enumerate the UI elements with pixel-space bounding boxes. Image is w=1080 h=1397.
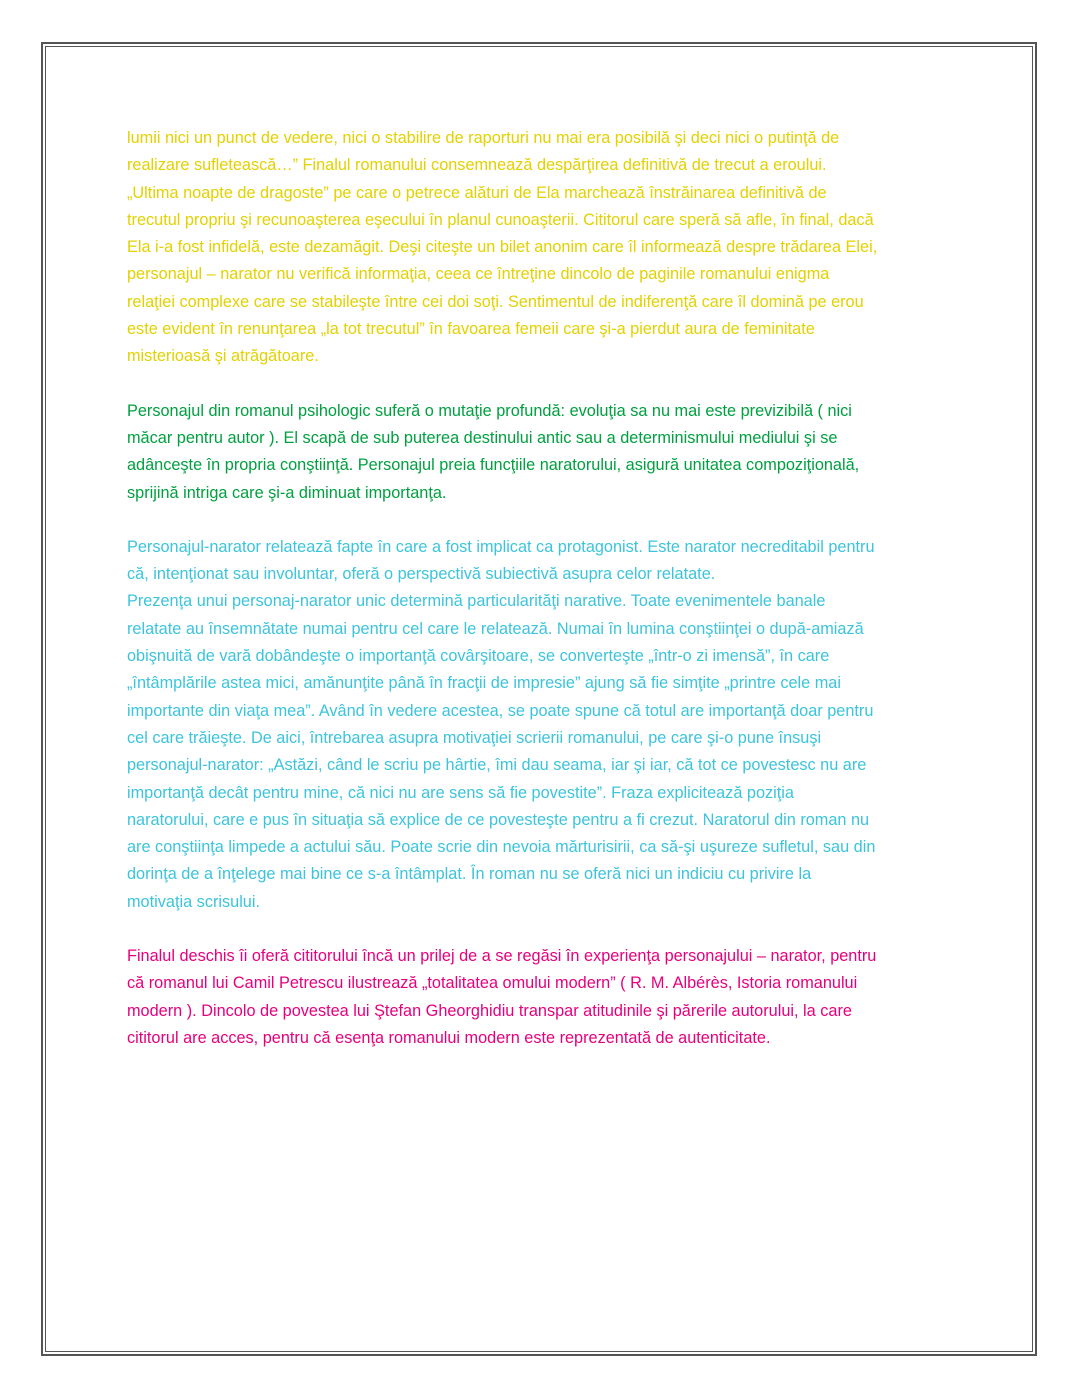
text-line: „întâmplările astea mici, amănunţite până în fracţii de impresie” ajung să fie simţite „printre cele mai xyxy=(127,674,841,693)
text-line: relaţiei complexe care se stabileşte între cei doi soţi. Sentimentul de indiferenţă care îl domină pe erou xyxy=(127,292,864,311)
text-line: este evident în renunţarea „la tot trecutul” în favoarea femeii care şi-a pierdut aura de feminitate xyxy=(127,320,815,339)
text-line: măcar pentru autor ). El scapă de sub puterea destinului antic sau a determinismului mediului şi se xyxy=(127,428,838,447)
text-line: misterioasă şi atrăgătoare. xyxy=(127,347,319,366)
text-line: motivaţia scrisului. xyxy=(127,892,261,911)
text-line: realizare sufletească…” Finalul romanului consemnează despărţirea definitivă de trecut a eroului. xyxy=(127,156,827,175)
text-line: personajul – narator nu verifică informaţia, ceea ce întreţine dincolo de paginile romanului enigma xyxy=(127,265,830,284)
text-line: cel care trăieşte. De aici, întrebarea asupra motivaţiei scrierii romanului, pe care şi-o pune însuşi xyxy=(127,728,822,747)
text-line: lumii nici un punct de vedere, nici o stabilire de raporturi nu mai era posibilă şi deci nici o putinţă de xyxy=(127,129,840,147)
text-line: sprijină intriga care şi-a diminuat importanţa. xyxy=(127,483,447,502)
text-line: adânceşte în propria conştiinţă. Personajul preia funcţiile naratorului, asigură unitatea compoziţională, xyxy=(127,456,860,475)
text-line: Personajul din romanul psihologic suferă o mutaţie profundă: evoluţia sa nu mai este previzibilă ( nici xyxy=(127,401,852,420)
text-line: că, intenţionat sau involuntar, oferă o perspectivă subiectivă asupra celor relatate. xyxy=(127,565,716,584)
text-line: relatate au însemnătate numai pentru cel care le relatează. Numai în lumina conştiinţei o după-amiază xyxy=(127,619,864,638)
paragraph-final-magenta xyxy=(127,943,957,1052)
paragraph-personaj-green xyxy=(127,398,957,507)
text-line: Finalul deschis îi oferă cititorului încă un prilej de a se regăsi în experienţa personajului – narator, pentru xyxy=(127,947,877,966)
text-line: are conştiinţa limpede a actului său. Poate scrie din nevoia mărturisirii, ca să-şi uşureze sufletul, sau din xyxy=(127,838,876,857)
text-line: că romanul lui Camil Petrescu ilustrează „totalitatea omului modern” ( R. M. Albérès, Istoria romanului xyxy=(127,974,858,993)
paragraph-final-yellow xyxy=(127,125,957,371)
text-line: Personajul-narator relatează fapte în care a fost implicat ca protagonist. Este narator necreditabil pentru xyxy=(127,537,875,556)
text-line: cititorul are acces, pentru că esenţa romanului modern este reprezentată de autenticitate. xyxy=(127,1028,771,1047)
paragraph-narator-cyan xyxy=(127,534,957,916)
text-line: „Ultima noapte de dragoste” pe care o petrece alături de Ela marchează înstrăinarea definitivă de xyxy=(127,183,827,202)
text-line: trecutul propriu şi recunoaşterea eşecului în planul cunoaşterii. Cititorul care speră să afle, în final, dacă xyxy=(127,210,874,229)
text-line: personajul-narator: „Astăzi, când le scriu pe hârtie, îmi dau seama, iar şi iar, că tot ce povestesc nu are xyxy=(127,756,867,775)
text-line: Prezenţa unui personaj-narator unic determină particularităţi narative. Toate evenimentele banale xyxy=(127,592,826,611)
text-line: obişnuită de vară dobândeşte o importanţă covârşitoare, se converteşte „într-o zi imensă”, în care xyxy=(127,647,830,666)
text-line: naratorului, care e pus în situaţia să explice de ce povesteşte pentru a fi crezut. Naratorul din roman nu xyxy=(127,810,870,829)
text-line: importanţă decât pentru mine, că nici nu are sens să fie povestite”. Fraza explicitează poziţia xyxy=(127,783,794,802)
document-body xyxy=(127,125,957,1052)
text-line: importante din viaţa mea”. Având în vedere acestea, se poate spune că totul are importanţă doar pentru xyxy=(127,701,874,720)
text-line: modern ). Dincolo de povestea lui Ştefan Gheorghidiu transpar atitudinile şi părerile autorului, la care xyxy=(127,1001,852,1020)
text-line: dorinţa de a înţelege mai bine ce s-a întâmplat. În roman nu se oferă nici un indiciu cu privire la xyxy=(127,865,812,884)
text-line: Ela i-a fost infidelă, este dezamăgit. Deşi citeşte un bilet anonim care îl informează despre trădarea Elei, xyxy=(127,238,878,257)
